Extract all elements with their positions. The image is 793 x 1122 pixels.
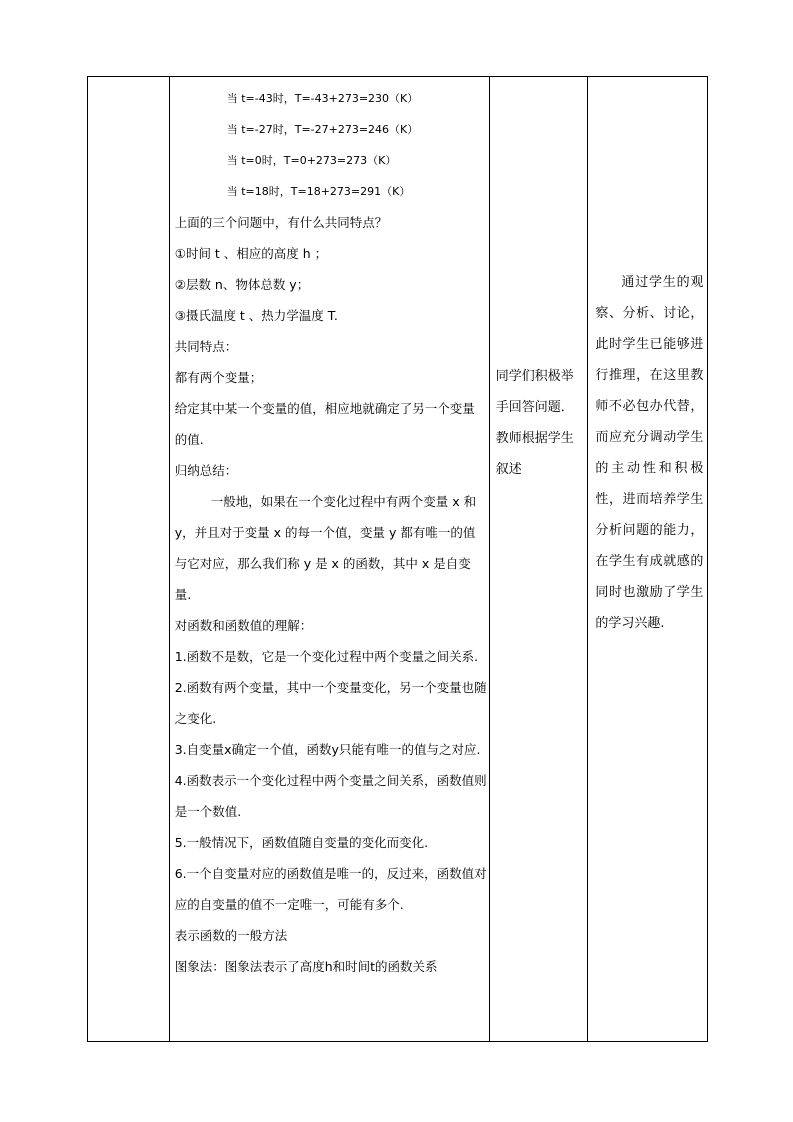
- understanding-point: 6.一个自变量对应的函数值是唯一的，反过来，函数值对应的自变量的值不一定唯一，可能有多个.: [174, 866, 487, 912]
- temperature-example-line: 当 t=18时，T=18+273=291（K）: [226, 185, 411, 198]
- section-heading: 对函数和函数值的理解：: [174, 618, 313, 633]
- function-definition: 一般地，如果在一个变化过程中有两个变量 x 和 y，并且对于变量 x 的每一个值，变量 y 都有唯一的值与它对应，那么我们称 y 是 x 的函数，其中 x 是自变量.: [174, 494, 477, 602]
- understanding-point: 4.函数表示一个变化过程中两个变量之间关系，函数值则是一个数值.: [174, 773, 487, 819]
- variable-pair-line: ②层数 n、物体总数 y；: [174, 277, 310, 292]
- temperature-example-line: 当 t=-43时，T=-43+273=230（K）: [226, 92, 419, 105]
- understanding-point: 3.自变量x确定一个值，函数y只能有唯一的值与之对应.: [174, 742, 481, 757]
- teaching-content-column: [169, 77, 489, 1041]
- question-line: 上面的三个问题中，有什么共同特点？: [174, 215, 388, 230]
- variable-pair-line: ③摄氏温度 t 、热力学温度 T.: [174, 308, 338, 323]
- teaching-content: [175, 83, 487, 982]
- section-heading: 表示函数的一般方法: [174, 928, 288, 943]
- understanding-point: 1.函数不是数，它是一个变化过程中两个变量之间关系.: [174, 649, 479, 664]
- student-activity-text: 同学们积极举手回答问题．教师根据学生叙述: [495, 369, 574, 477]
- temperature-example-line: 当 t=-27时，T=-27+273=246（K）: [226, 123, 419, 136]
- variable-pair-line: ①时间 t 、相应的高度 h ；: [174, 246, 328, 261]
- design-intent-text: 通过学生的观察、分析、讨论，此时学生已能够进行推理，在这里教师不必包办代替，而应充分调动学生的主动性和积极性，进而培养学生分析问题的能力，在学生有成就感的同时也激励了学生的学习兴趣.: [595, 275, 704, 631]
- understanding-point: 5.一般情况下，函数值随自变量的变化而变化.: [174, 835, 429, 850]
- design-intent-column: [587, 77, 707, 1041]
- feature-line: 都有两个变量；: [174, 370, 263, 385]
- section-heading: 归纳总结：: [174, 463, 238, 478]
- feature-line: 给定其中某一个变量的值，相应地就确定了另一个变量的值.: [174, 401, 475, 447]
- student-activity-column: [489, 77, 588, 1041]
- temperature-example-line: 当 t=0时，T=0+273=273（K）: [226, 154, 397, 167]
- graph-method-line: 图象法：图象法表示了高度h和时间t的函数关系: [174, 959, 438, 974]
- understanding-point: 2.函数有两个变量，其中一个变量变化，另一个变量也随之变化.: [174, 680, 487, 726]
- section-heading: 共同特点：: [174, 339, 238, 354]
- lesson-table: [87, 76, 708, 1042]
- blank-column: [88, 77, 169, 1041]
